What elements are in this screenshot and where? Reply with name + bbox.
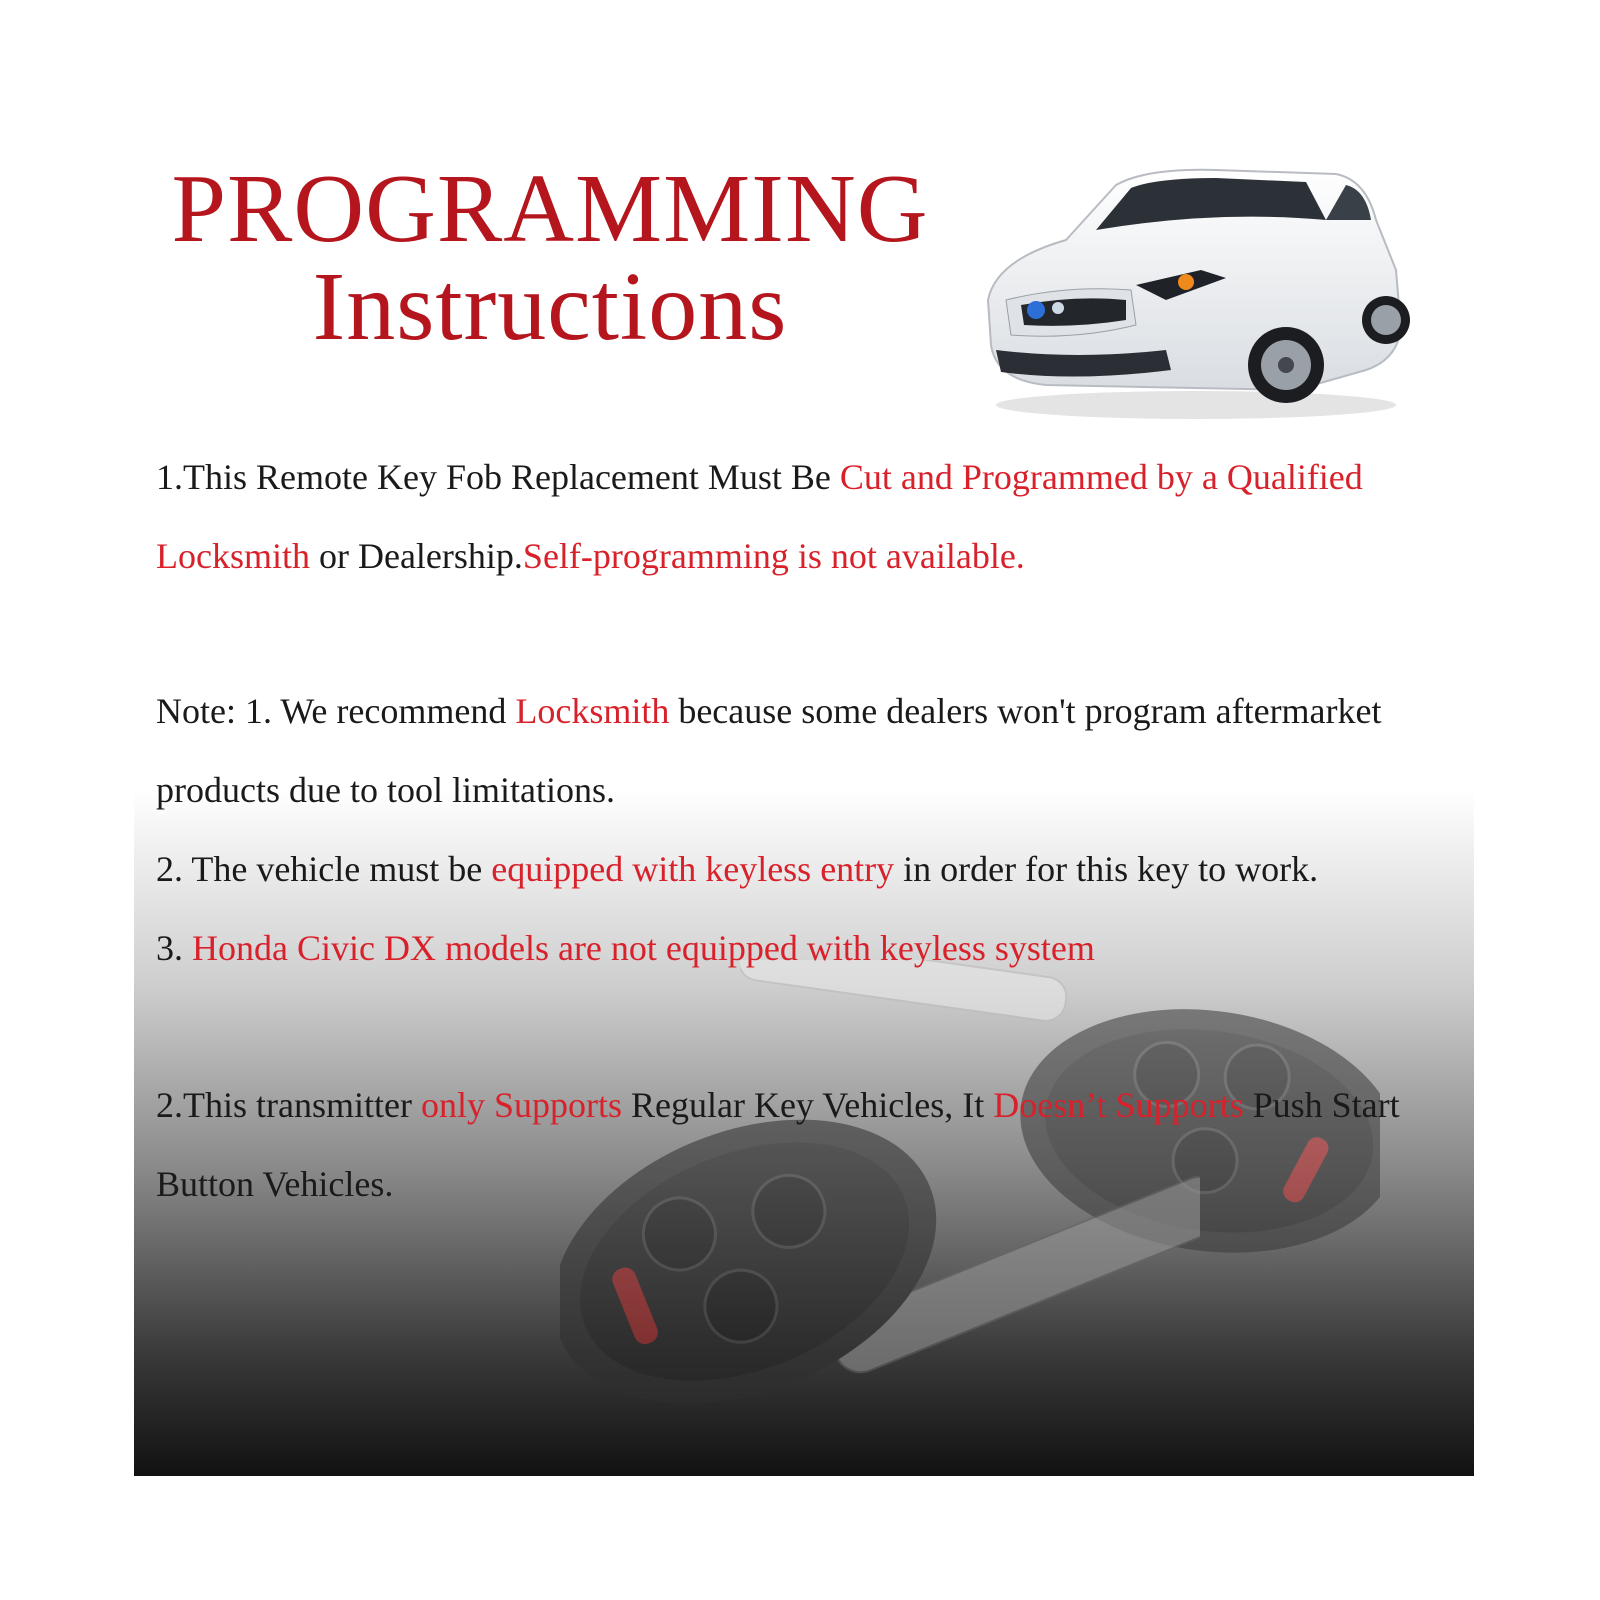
note-3-highlight-civic-dx: Honda Civic DX models are not equipped with keyless system [192,928,1095,968]
note-1 [156,672,1446,830]
page-title [140,155,960,361]
instruction-2-text-a: 2.This transmitter [156,1085,421,1125]
note-2-text-c: in order for this key to work. [894,849,1319,889]
instruction-2-text-c: Regular Key Vehicles, It [622,1085,994,1125]
instruction-1-text-c: or Dealership. [309,536,523,576]
note-2-text-a: 2. The vehicle must be [156,849,492,889]
instruction-2-highlight-doesnt-supports: Doesn’t Supports [993,1085,1244,1125]
instruction-2-highlight-only-supports: only Supports [420,1085,622,1125]
note-1-highlight-locksmith: Locksmith [515,691,670,731]
note-2-highlight-keyless: equipped with keyless entry [491,849,895,889]
instruction-1-highlight-locksmith: Cut and Programmed by a Qualified Locksmith [156,457,1363,576]
note-2 [156,830,1446,909]
car-image [966,160,1416,430]
note-1-text-a: Note: 1. We recommend [156,691,516,731]
instruction-2 [156,1066,1446,1224]
note-3-text-a: 3. [156,928,192,968]
instruction-2-text-e: Push Start Button Vehicles. [156,1085,1400,1204]
note-1-text-c: because some dealers won't program aftermarket products due to tool limitations. [156,691,1382,810]
instruction-1 [156,438,1446,596]
note-3 [156,909,1446,988]
instruction-1-text-a: 1.This Remote Key Fob Replacement Must Be [156,457,840,497]
title-line-instructions: Instructions [312,253,788,361]
instruction-1-highlight-self-programming: Self-programming is not available. [522,536,1025,576]
title-line-programming: PROGRAMMING [171,155,929,263]
